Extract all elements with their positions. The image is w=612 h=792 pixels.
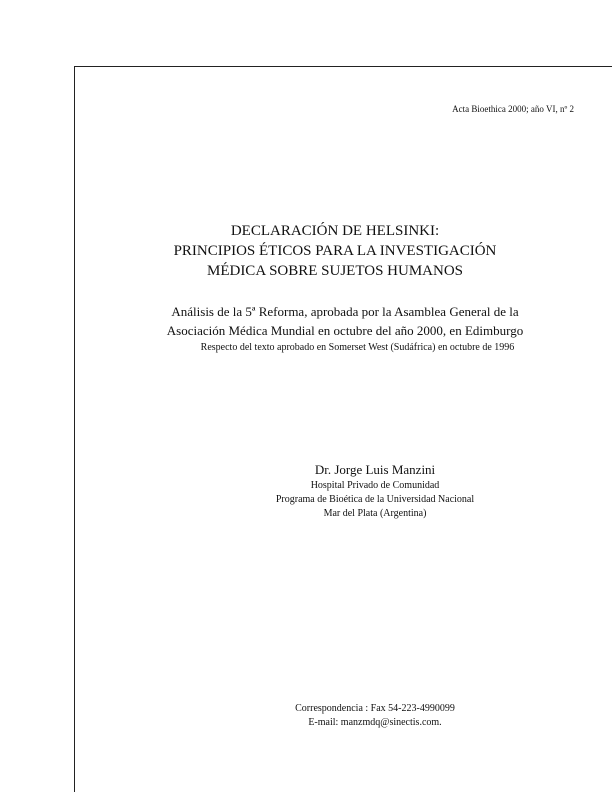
author-affiliation: Hospital Privado de Comunidad (310, 480, 440, 491)
analysis-note: Respecto del texto aprobado en Somerset West (Sudáfrica) en octubre de 1996 (200, 342, 515, 353)
document-title (90, 221, 580, 281)
author-block (180, 461, 570, 521)
author-affiliation: Programa de Bioética de la Universidad Nacional (275, 494, 475, 505)
author-name: Dr. Jorge Luis Manzini (314, 462, 436, 477)
frame-left-rule (74, 66, 75, 792)
title-line: PRINCIPIOS ÉTICOS PARA LA INVESTIGACIÓN (173, 243, 497, 259)
analysis-line: Análisis de la 5ª Reforma, aprobada por la Asamblea General de la (171, 304, 519, 319)
title-line: MÉDICA SOBRE SUJETOS HUMANOS (206, 263, 464, 279)
journal-reference: Acta Bioethica 2000; año VI, nº 2 (452, 104, 574, 114)
analysis-line: Asociación Médica Mundial en octubre del año 2000, en Edimburgo (166, 323, 524, 338)
frame-top-rule (74, 66, 612, 67)
author-affiliation: Mar del Plata (Argentina) (323, 508, 427, 519)
contact-fax: Correspondencia : Fax 54-223-4990099 (295, 703, 455, 714)
title-line: DECLARACIÓN DE HELSINKI: (230, 223, 440, 239)
contact-block (200, 702, 550, 730)
contact-email: E-mail: manzmdq@sinectis.com. (308, 717, 442, 728)
analysis-subtitle (130, 302, 560, 355)
